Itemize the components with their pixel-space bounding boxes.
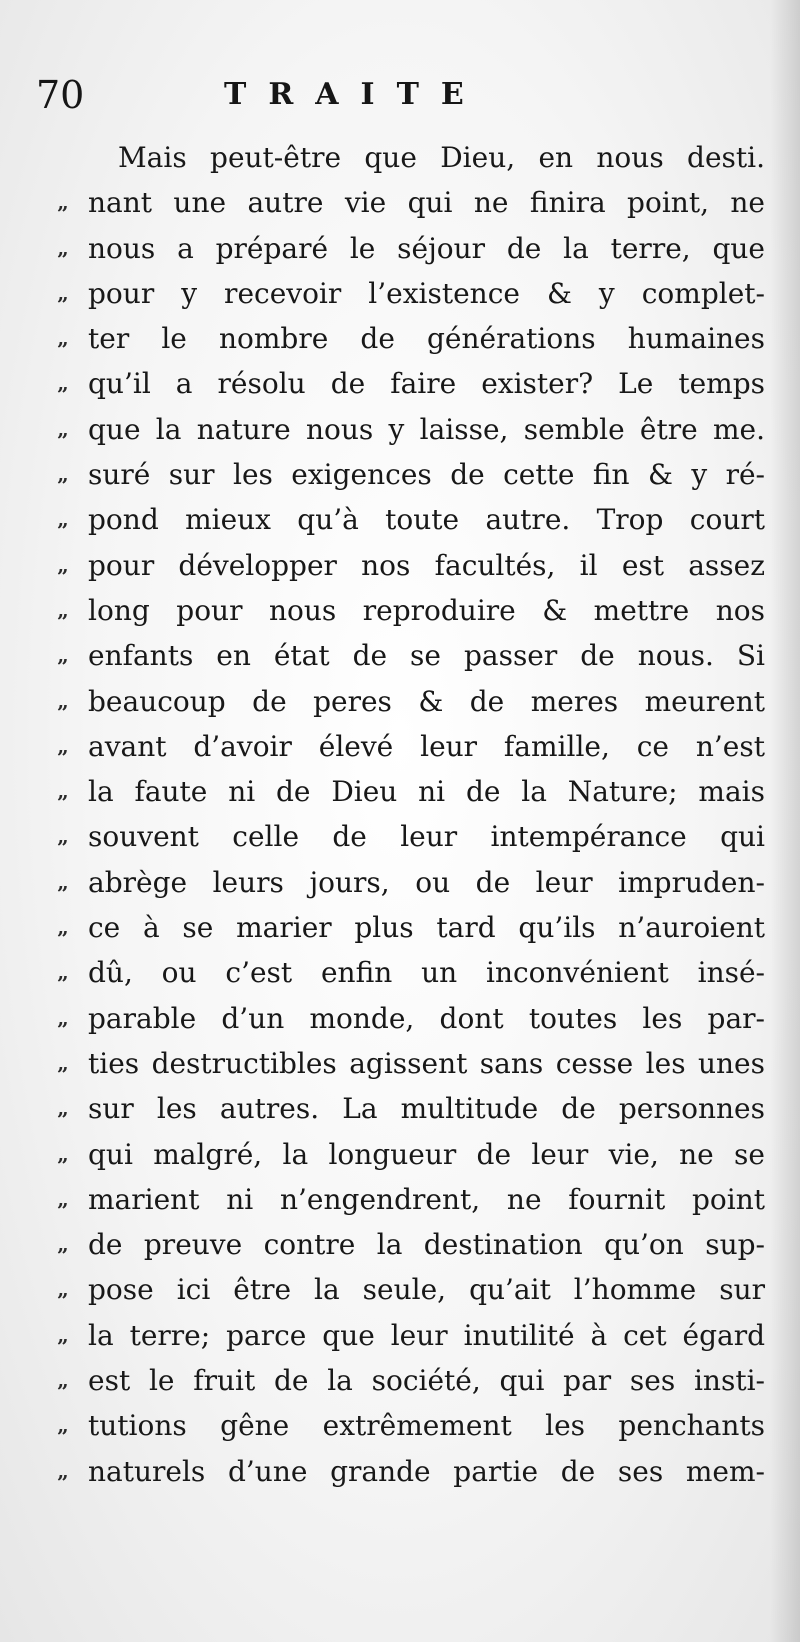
text-line (50, 316, 765, 361)
quotation-mark: „ (57, 1232, 69, 1257)
line-text: la terre; parce que leur inutilité à cet égard (88, 1318, 765, 1352)
text-line (50, 950, 765, 995)
quotation-mark: „ (57, 824, 69, 849)
line-text: pond mieux qu’à toute autre. Trop court (88, 503, 765, 537)
page-header (36, 70, 736, 120)
line-text: nant une autre vie qui ne finira point, ne (88, 186, 765, 220)
line-text: naturels d’une grande partie de ses mem- (88, 1454, 765, 1488)
text-line (50, 588, 765, 633)
quotation-mark: „ (57, 1050, 69, 1075)
quotation-mark: „ (57, 552, 69, 577)
line-text: qui malgré, la longueur de leur vie, ne se (88, 1137, 765, 1171)
line-text: nous a préparé le séjour de la terre, que (88, 231, 765, 265)
text-line (50, 271, 765, 316)
quotation-mark: „ (57, 960, 69, 985)
line-text: sur les autres. La multitude de personnes (88, 1092, 765, 1126)
quotation-mark: „ (57, 371, 69, 396)
quotation-mark: „ (57, 1322, 69, 1347)
quotation-mark: „ (57, 326, 69, 351)
text-line (50, 452, 765, 497)
text-line (50, 996, 765, 1041)
text-line (50, 1041, 765, 1086)
quotation-mark: „ (57, 1368, 69, 1393)
quotation-mark: „ (57, 733, 69, 758)
text-line (50, 361, 765, 406)
text-line (50, 1313, 765, 1358)
text-line (50, 1132, 765, 1177)
quotation-mark: „ (57, 779, 69, 804)
line-text: la faute ni de Dieu ni de la Nature; mais (88, 775, 765, 809)
line-text: souvent celle de leur intempérance qui (88, 820, 765, 854)
quotation-mark: „ (57, 507, 69, 532)
quotation-mark: „ (57, 1413, 69, 1438)
quotation-mark: „ (57, 1458, 69, 1483)
line-text: pour y recevoir l’existence & y complet- (88, 276, 765, 310)
line-text: qu’il a résolu de faire exister? Le temps (88, 367, 765, 401)
quotation-mark: „ (57, 190, 69, 215)
quotation-mark: „ (57, 1141, 69, 1166)
text-line (50, 1403, 765, 1448)
line-text: enfants en état de se passer de nous. Si (88, 639, 765, 673)
text-line (50, 769, 765, 814)
quotation-mark: „ (57, 462, 69, 487)
line-text: long pour nous reproduire & mettre nos (88, 593, 765, 627)
text-line (50, 724, 765, 769)
line-text: que la nature nous y laisse, semble être me. (88, 412, 765, 446)
line-text: pose ici être la seule, qu’ait l’homme sur (88, 1273, 765, 1307)
text-line (50, 860, 765, 905)
text-line (50, 814, 765, 859)
text-line (50, 905, 765, 950)
text-line (50, 497, 765, 542)
text-line (50, 1449, 765, 1494)
quotation-mark: „ (57, 1005, 69, 1030)
line-text: ce à se marier plus tard qu’ils n’auroient (88, 911, 765, 945)
text-line (50, 1177, 765, 1222)
quotation-mark: „ (57, 1096, 69, 1121)
body-text (50, 135, 765, 1494)
line-text: ter le nombre de générations humaines (88, 322, 765, 356)
line-text: de preuve contre la destination qu’on sup- (88, 1228, 765, 1262)
quotation-mark: „ (57, 235, 69, 260)
text-line (50, 679, 765, 724)
line-text: avant d’avoir élevé leur famille, ce n’est (88, 729, 765, 763)
quotation-mark: „ (57, 416, 69, 441)
text-line (50, 135, 765, 180)
page-number: 70 (36, 73, 85, 117)
line-text: Mais peut-être que Dieu, en nous desti. (118, 141, 765, 174)
quotation-mark: „ (57, 1277, 69, 1302)
line-text: pour développer nos facultés, il est assez (88, 548, 765, 582)
quotation-mark: „ (57, 869, 69, 894)
text-line (50, 633, 765, 678)
line-text: ties destructibles agissent sans cesse les unes (88, 1046, 765, 1080)
text-line (50, 1086, 765, 1131)
line-text: dû, ou c’est enfin un inconvénient insé- (88, 956, 765, 990)
quotation-mark: „ (57, 597, 69, 622)
quotation-mark: „ (57, 915, 69, 940)
line-text: est le fruit de la société, qui par ses insti- (88, 1364, 765, 1398)
text-line (50, 1358, 765, 1403)
text-line (50, 226, 765, 271)
running-title: TRAITE (224, 77, 486, 112)
text-line (50, 1222, 765, 1267)
quotation-mark: „ (57, 280, 69, 305)
line-text: parable d’un monde, dont toutes les par- (88, 1001, 765, 1035)
quotation-mark: „ (57, 1186, 69, 1211)
text-line (50, 1267, 765, 1312)
line-text: abrège leurs jours, ou de leur impruden- (88, 865, 765, 899)
text-line (50, 407, 765, 452)
quotation-mark: „ (57, 688, 69, 713)
line-text: suré sur les exigences de cette fin & y ré- (88, 458, 765, 492)
line-text: tutions gêne extrêmement les penchants (88, 1409, 765, 1443)
line-text: marient ni n’engendrent, ne fournit point (88, 1182, 765, 1216)
text-line (50, 180, 765, 225)
line-text: beaucoup de peres & de meres meurent (88, 684, 765, 718)
text-line (50, 543, 765, 588)
quotation-mark: „ (57, 643, 69, 668)
